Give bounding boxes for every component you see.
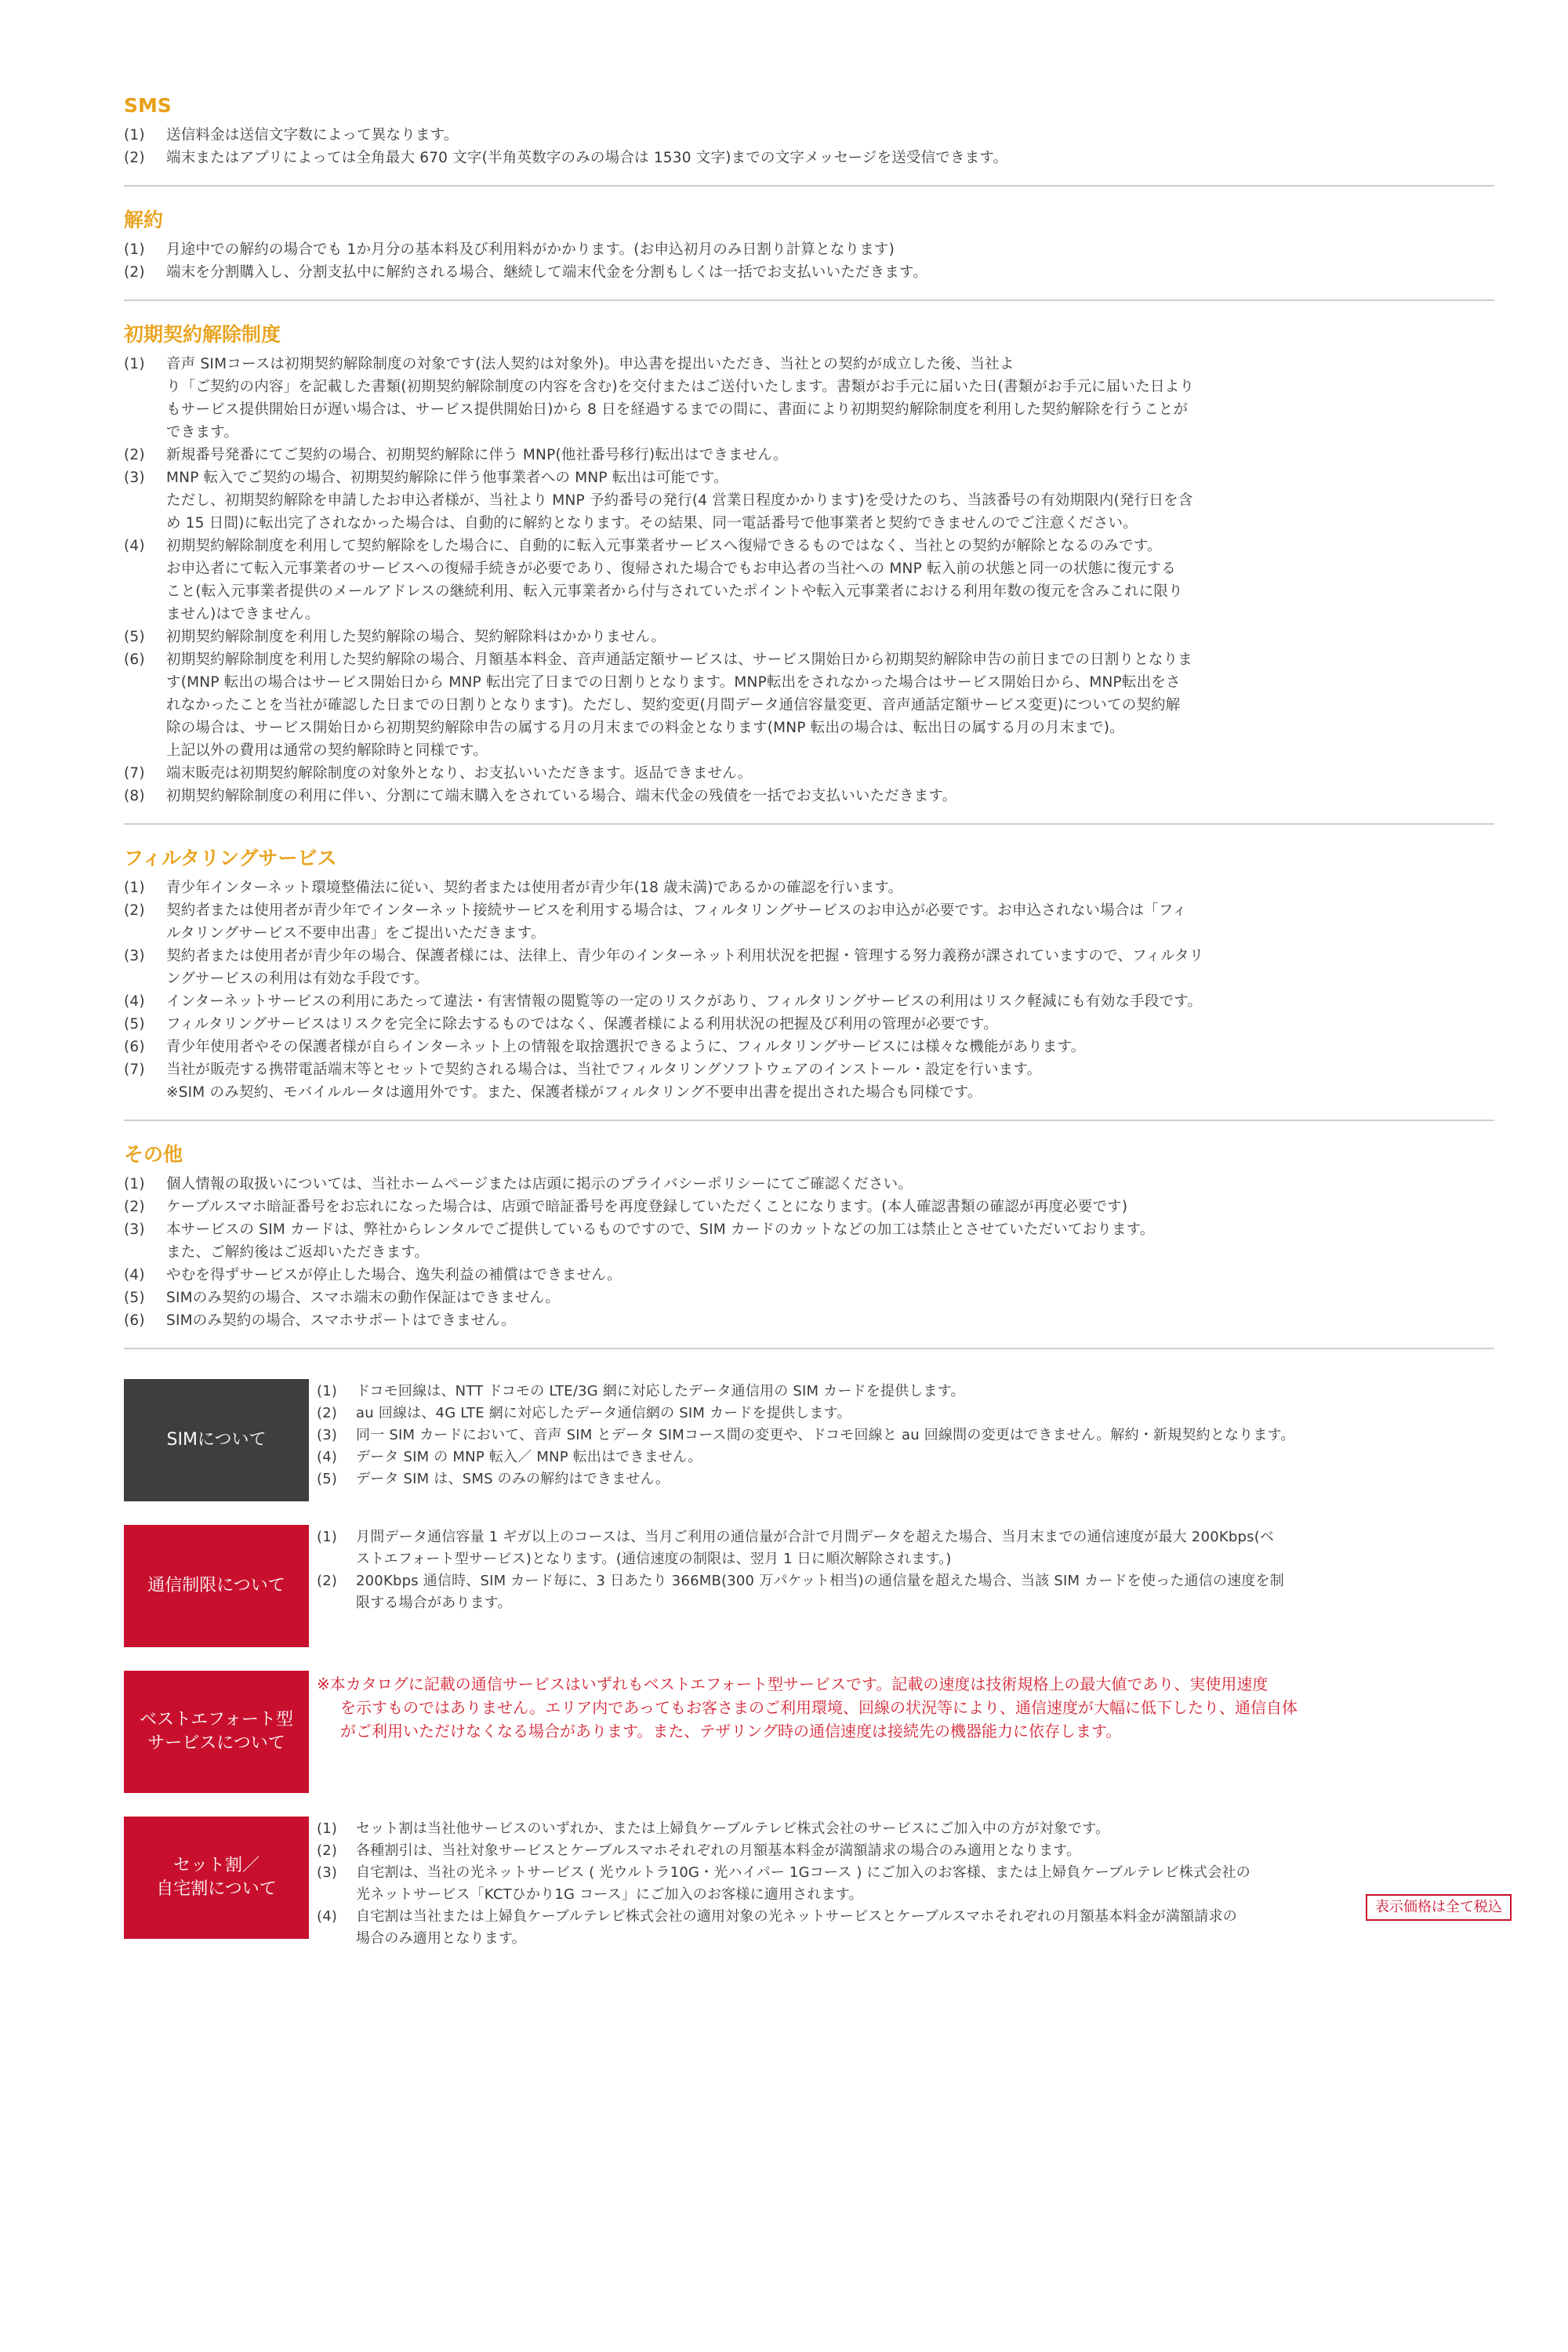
item-line: 月途中での解約の場合でも 1か月分の基本料及び利用料がかかります。(お申込初月のみ日割り計算となります) [166,241,895,258]
list-item [124,124,1494,147]
info-box-body [309,1817,1494,1950]
item-number: (2) [317,1573,338,1589]
item-text [356,1840,1494,1862]
list-item [317,1818,1494,1840]
item-line: 200Kbps 通信時、SIM カード毎に、3 日あたり 366MB(300 万パケット相当)の通信量を超えた場合、当該 SIM カードを使った通信の速度を制 [356,1573,1284,1589]
item-number: (7) [124,1062,145,1078]
item-number: (5) [124,1290,145,1306]
item-number: (6) [124,1039,145,1055]
list-item [124,1013,1494,1036]
info-box-body [309,1671,1494,1743]
list-item [124,353,1494,444]
list-item [124,945,1494,990]
notice-line: ※本カタログに記載の通信サービスはいずれもベストエフォート型サービスです。記載の速度は技術規格上の最大値であり、実使用速度 [317,1675,1269,1693]
list-item [124,785,1494,808]
item-line: SIMのみ契約の場合、スマホサポートはできません。 [166,1312,516,1329]
item-number: (1) [124,241,145,258]
item-text [166,466,1494,535]
notice-line: を示すものではありません。エリア内であってもお客さまのご利用環境、回線の状況等により、通信速度が大幅に低下したり、通信自体 [340,1698,1298,1717]
label-line: ベストエフォート型 [139,1710,294,1730]
item-line: ません)はできません。 [166,606,320,622]
info-box [124,1379,1494,1501]
item-line: 光ネットサービス「KCTひかり1G コース」にご加入のお客様に適用されます。 [356,1886,863,1903]
info-boxes [124,1379,1494,1950]
item-number: (2) [124,902,145,919]
section-title: 初期契約解除制度 [124,323,281,346]
item-line: 初期契約解除制度を利用して契約解除をした場合に、自動的に転入元事業者サービスへ復帰できるものではなく、当社との契約が解除となるのみです。 [166,538,1162,554]
list-item [124,444,1494,466]
notice-line: がご利用いただけなくなる場合があります。また、テザリング時の通信速度は接続先の機器能力に依存します。 [340,1722,1122,1740]
item-text [356,1446,1494,1468]
section-title: 解約 [124,209,164,231]
item-line: 当社が販売する携帯電話端末等とセットで契約される場合は、当社でフィルタリングソフトウェアのインストール・設定を行います。 [166,1062,1042,1078]
item-number: (3) [124,948,145,964]
list-item [124,877,1494,899]
item-line: 初期契約解除制度の利用に伴い、分割にて端末購入をされている場合、端末代金の残債を一括でお支払いいただきます。 [166,788,957,804]
item-text [166,1058,1494,1104]
list-item [317,1403,1494,1425]
item-list [124,353,1494,808]
item-line: 新規番号発番にてご契約の場合、初期契約解除に伴う MNP(他社番号移行)転出はできません。 [166,447,788,463]
section-4 [124,1142,1494,1349]
item-line: やむを得ずサービスが停止した場合、逸失利益の補償はできません。 [166,1267,622,1283]
item-number: (5) [317,1471,338,1487]
item-text [166,626,1494,648]
info-box-label [124,1671,309,1793]
item-number: (1) [317,1529,338,1545]
terms-page [124,93,1494,1973]
item-number: (1) [317,1383,338,1399]
list-item [124,238,1494,261]
item-text [356,1403,1494,1425]
item-line: こと(転入元事業者提供のメールアドレスの継続利用、転入元事業者から付与されていたポイントや転入元事業者における利用年数の復元を含みこれに限り [166,583,1183,600]
item-line: 青少年インターネット環境整備法に従い、契約者または使用者が青少年(18 歳未満)であるかの確認を行います。 [166,880,903,896]
item-text [166,1036,1494,1058]
item-list [124,124,1494,169]
item-text [166,877,1494,899]
item-line: 送信料金は送信文字数によって異なります。 [166,127,459,143]
section-1 [124,207,1494,301]
section-0 [124,93,1494,187]
list-item [124,1058,1494,1104]
section-3 [124,845,1494,1121]
item-line: す(MNP 転出の場合はサービス開始日から MNP 転出完了日までの日割りとなります。MNP転出をされなかった場合はサービス開始日から、MNP転出をさ [166,674,1181,691]
list-item [317,1381,1494,1403]
item-number: (4) [124,993,145,1010]
label-line: SIMについて [166,1430,267,1450]
item-text [166,147,1494,169]
item-line: ストエフォート型サービス)となります。(通信速度の制限は、翌月 1 日に順次解除されます。) [356,1551,952,1567]
list-item [124,1309,1494,1332]
list-item [124,466,1494,535]
list-item [317,1446,1494,1468]
item-text [166,990,1494,1013]
info-box-label-text [140,1708,293,1755]
list-item [124,1036,1494,1058]
item-list [124,238,1494,284]
item-number: (5) [124,629,145,645]
info-box-label-text [167,1428,267,1452]
info-box-body [309,1525,1494,1614]
item-line: 同一 SIM カードにおいて、音声 SIM とデータ SIMコース間の変更や、ドコモ回線と au 回線間の変更はできません。解約・新規契約となります。 [356,1427,1295,1443]
label-line: 自宅割について [156,1879,277,1899]
item-text [166,238,1494,261]
list-item [317,1840,1494,1862]
section-title: その他 [124,1143,183,1166]
list-item [124,1287,1494,1309]
item-line: 端末を分割購入し、分割支払中に解約される場合、継続して端末代金を分割もしくは一括でお支払いいただきます。 [166,264,927,281]
item-line: め 15 日間)に転出完了されなかった場合は、自動的に解約となります。その結果、同一電話番号で他事業者と契約できませんのでご注意ください。 [166,515,1138,532]
item-list [124,877,1494,1104]
item-line: 限する場合があります。 [356,1595,512,1611]
item-line: もサービス提供開始日が遅い場合は、サービス提供開始日)から 8 日を経過するまでの間に、書面により初期契約解除制度を利用した契約解除を行うことが [166,401,1189,418]
item-line: また、ご解約後はご返却いただきます。 [166,1244,430,1261]
item-number: (1) [124,127,145,143]
item-line: 契約者または使用者が青少年でインターネット接続サービスを利用する場合は、フィルタリングサービスのお申込が必要です。お申込されない場合は「フィ [166,902,1187,919]
item-text [356,1425,1494,1446]
item-number: (2) [317,1405,338,1421]
item-line: ただし、初期契約解除を申請したお申込者様が、当社より MNP 予約番号の発行(4 営業日程度かかります)を受けたのち、当該番号の有効期限内(発行日を含 [166,492,1193,509]
item-line: お申込者にて転入元事業者のサービスへの復帰手続きが必要であり、復帰された場合でもお申込者の当社への MNP 転入前の状態と同一の状態に復元する [166,561,1176,577]
label-line: 通信制限について [147,1576,285,1595]
item-number: (3) [317,1864,338,1881]
item-line: ドコモ回線は、NTT ドコモの LTE/3G 網に対応したデータ通信用の SIM カードを提供します。 [356,1383,965,1399]
item-text [166,124,1494,147]
item-line: ルタリングサービス不要申出書」をご提出いただきます。 [166,925,546,942]
item-line: 端末販売は初期契約解除制度の対象外となり、お支払いいただきます。返品できません。 [166,765,753,782]
section-title: SMS [124,94,172,117]
item-line: 青少年使用者やその保護者様が自らインターネット上の情報を取捨選択できるように、フィルタリングサービスには様々な機能があります。 [166,1039,1086,1055]
item-text [166,1287,1494,1309]
item-number: (6) [124,1312,145,1329]
info-box-label [124,1379,309,1501]
item-number: (3) [317,1427,338,1443]
item-number: (8) [124,788,145,804]
list-item [124,648,1494,762]
item-line: 個人情報の取扱いについては、当社ホームページまたは店頭に掲示のプライバシーポリシーにてご確認ください。 [166,1176,913,1192]
item-text [356,1381,1494,1403]
list-item [317,1906,1494,1950]
info-box [124,1817,1494,1950]
label-line: サービスについて [147,1733,285,1753]
list-item [124,990,1494,1013]
info-box-label [124,1817,309,1939]
item-line: フィルタリングサービスはリスクを完全に除去するものではなく、保護者様による利用状況の把握及び利用の管理が必要です。 [166,1016,999,1033]
list-item [124,147,1494,169]
list-item [124,1196,1494,1218]
item-number: (4) [317,1908,338,1925]
item-line: データ SIM の MNP 転入／ MNP 転出はできません。 [356,1449,702,1465]
item-text [166,648,1494,762]
item-number: (1) [124,880,145,896]
item-text [166,1013,1494,1036]
tax-included-badge: 表示価格は全て税込 [1366,1894,1512,1921]
item-line: インターネットサービスの利用にあたって違法・有害情報の閲覧等の一定のリスクがあり、フィルタリングサービスの利用はリスク軽減にも有効な手段です。 [166,993,1203,1010]
item-line: セット割は当社他サービスのいずれか、または上婦負ケーブルテレビ株式会社のサービスにご加入中の方が対象です。 [356,1820,1110,1837]
item-number: (5) [124,1016,145,1033]
item-line: り「ご契約の内容」を記載した書類(初期契約解除制度の内容を含む)を交付またはご送付いたします。書類がお手元に届いた日(書類がお手元に届いた日より [166,379,1195,395]
item-number: (1) [124,1176,145,1192]
item-line: 月間データ通信容量 1 ギガ以上のコースは、当月ご利用の通信量が合計で月間データを超えた場合、当月末までの通信速度が最大 200Kbps(ベ [356,1529,1275,1545]
item-text [166,945,1494,990]
item-line: 除の場合は、サービス開始日から初期契約解除申告の属する月の月末までの料金となります(MNP 転出の場合は、転出日の属する月の月末まで)。 [166,720,1124,736]
item-list [317,1526,1494,1614]
label-line: セット割／ [172,1856,260,1875]
item-text [356,1468,1494,1490]
list-item [317,1570,1494,1614]
item-list [124,1173,1494,1332]
list-item [124,261,1494,284]
item-number: (4) [124,1267,145,1283]
section-title: フィルタリングサービス [124,847,337,869]
item-text [166,1264,1494,1287]
item-text [166,1309,1494,1332]
item-text [166,353,1494,444]
item-line: 初期契約解除制度を利用した契約解除の場合、月額基本料金、音声通話定額サービスは、サービス開始日から初期契約解除申告の前日までの日割りとなりま [166,652,1193,668]
list-item [124,1173,1494,1196]
item-line: au 回線は、4G LTE 網に対応したデータ通信網の SIM カードを提供します。 [356,1405,851,1421]
item-text [166,1173,1494,1196]
item-line: できます。 [166,424,239,441]
item-text [356,1906,1494,1950]
item-text [166,444,1494,466]
item-line: 音声 SIMコースは初期契約解除制度の対象です(法人契約は対象外)。申込書を提出いただき、当社との契約が成立した後、当社よ [166,356,1014,372]
info-box-body [309,1379,1494,1490]
item-number: (1) [317,1820,338,1837]
item-number: (2) [124,447,145,463]
item-number: (4) [317,1449,338,1465]
item-line: 契約者または使用者が青少年の場合、保護者様には、法律上、青少年のインターネット利用状況を把握・管理する努力義務が課されていますので、フィルタリ [166,948,1204,964]
item-text [356,1818,1494,1840]
section-2 [124,321,1494,825]
item-line: 自宅割は当社または上婦負ケーブルテレビ株式会社の適用対象の光ネットサービスとケーブルスマホそれぞれの月額基本料金が満額請求の [356,1908,1237,1925]
item-number: (2) [124,264,145,281]
item-line: 各種割引は、当社対象サービスとケーブルスマホそれぞれの月額基本料金が満額請求の場合のみ適用となります。 [356,1842,1081,1859]
list-item [124,626,1494,648]
item-text [166,785,1494,808]
item-number: (4) [124,538,145,554]
item-list [317,1381,1494,1490]
list-item [124,762,1494,785]
info-box [124,1525,1494,1647]
info-box-label [124,1525,309,1647]
item-line: 本サービスの SIM カードは、弊社からレンタルでご提供しているものですので、SIM カードのカットなどの加工は禁止とさせていただいております。 [166,1221,1155,1238]
info-box-label-text [156,1854,277,1901]
list-item [124,535,1494,626]
item-text [356,1526,1494,1570]
info-box-label-text [147,1574,285,1598]
item-number: (1) [124,356,145,372]
list-item [317,1862,1494,1906]
item-number: (2) [124,150,145,166]
item-number: (3) [124,470,145,486]
item-line: 上記以外の費用は通常の契約解除時と同様です。 [166,742,488,759]
item-text [356,1570,1494,1614]
item-text [166,535,1494,626]
item-line: 自宅割は、当社の光ネットサービス ( 光ウルトラ10G・光ハイパー 1Gコース ) にご加入のお客様、または上婦負ケーブルテレビ株式会社の [356,1864,1250,1881]
item-list [317,1818,1494,1950]
info-box [124,1671,1494,1793]
item-number: (6) [124,652,145,668]
item-line: ングサービスの利用は有効な手段です。 [166,971,429,987]
item-line: 初期契約解除制度を利用した契約解除の場合、契約解除料はかかりません。 [166,629,666,645]
list-item [317,1468,1494,1490]
item-number: (7) [124,765,145,782]
item-text [166,1196,1494,1218]
item-line: データ SIM は、SMS のみの解約はできません。 [356,1471,670,1487]
item-line: SIMのみ契約の場合、スマホ端末の動作保証はできません。 [166,1290,561,1306]
item-text [166,762,1494,785]
list-item [124,1264,1494,1287]
item-number: (3) [124,1221,145,1238]
item-text [166,1218,1494,1264]
item-number: (2) [317,1842,338,1859]
item-text [166,899,1494,945]
item-line: れなかったことを当社が確認した日までの日割りとなります)。ただし、契約変更(月間データ通信容量変更、音声通話定額サービス変更)についての契約解 [166,697,1181,713]
item-text [356,1862,1494,1906]
item-number: (2) [124,1199,145,1215]
item-line: MNP 転入でご契約の場合、初期契約解除に伴う他事業者への MNP 転出は可能です。 [166,470,728,486]
list-item [317,1425,1494,1446]
list-item [124,899,1494,945]
item-line: 端末またはアプリによっては全角最大 670 文字(半角英数字のみの場合は 1530 文字)までの文字メッセージを送受信できます。 [166,150,1008,166]
item-line: 場合のみ適用となります。 [356,1930,526,1947]
item-line: ※SIM のみ契約、モバイルルータは適用外です。また、保護者様がフィルタリング不要申出書を提出された場合も同様です。 [166,1084,982,1101]
item-text [166,261,1494,284]
item-line: ケーブルスマホ暗証番号をお忘れになった場合は、店頭で暗証番号を再度登録していただくことになります。(本人確認書類の確認が再度必要です) [166,1199,1128,1215]
list-item [124,1218,1494,1264]
list-item [317,1526,1494,1570]
